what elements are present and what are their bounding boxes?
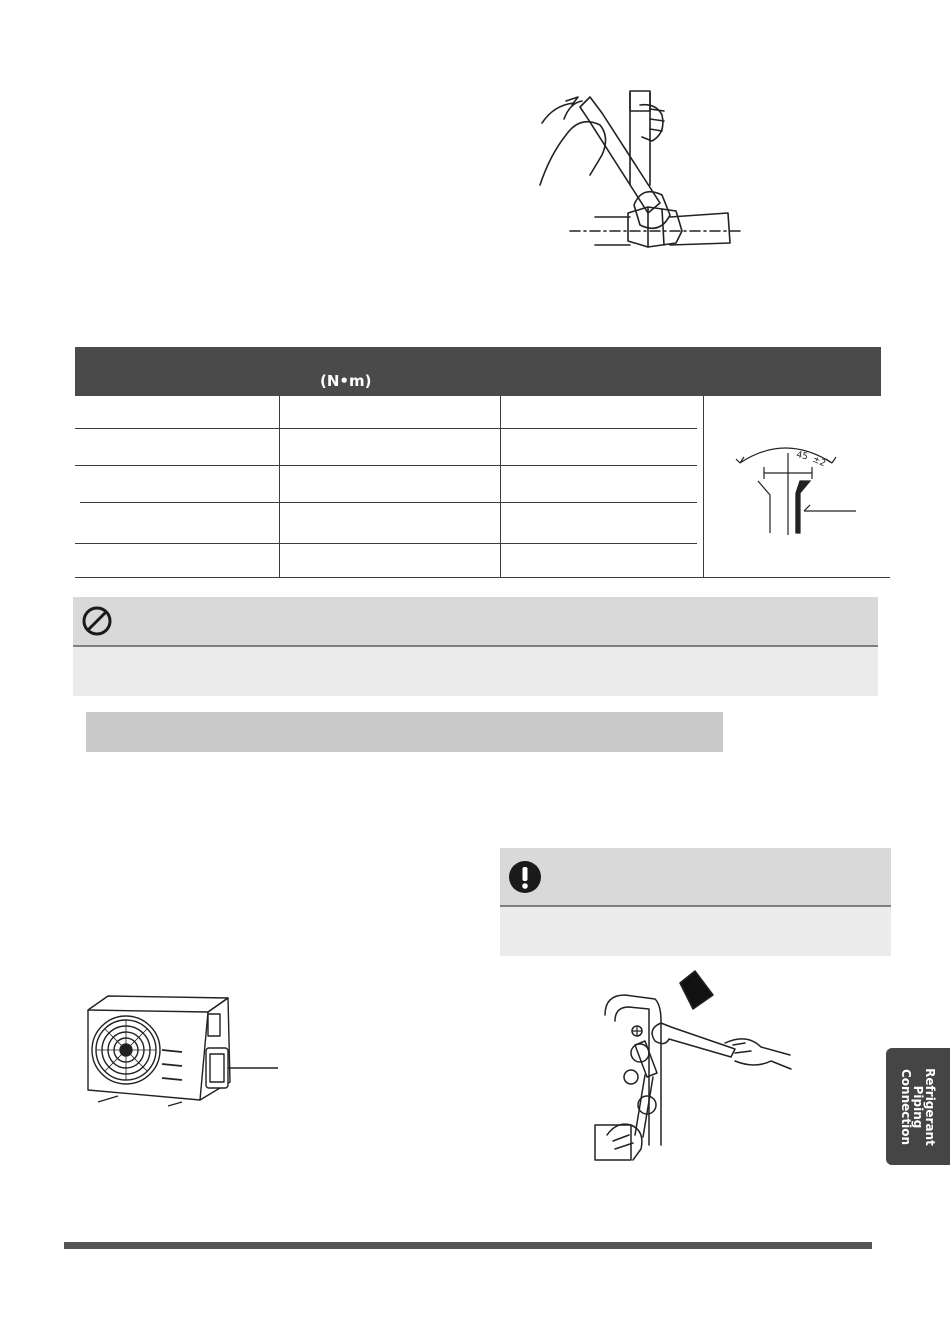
notice-header [500,848,891,907]
flare-angle-label: 45 [795,450,809,463]
valve-tightening-illustration [585,965,800,1160]
notice-body [500,907,891,956]
flare-angle-diagram [730,435,860,540]
table-bottom-border [75,577,890,578]
table-row-divider [75,428,697,429]
section-heading-bar [86,712,723,752]
prohibition-icon [81,605,113,637]
footer-bar [64,1242,872,1249]
wrench-tightening-illustration [530,85,750,250]
table-column-divider [279,396,280,577]
outdoor-unit-illustration [78,990,288,1110]
table-column-divider [500,396,501,577]
caution-body [73,647,878,696]
table-row-divider [75,465,697,466]
torque-unit-label: (N•m) [320,372,372,390]
section-side-tab [886,1048,950,1165]
caution-header [73,597,878,647]
torque-table-header [75,347,881,396]
table-column-divider [703,396,704,577]
table-row-divider [80,502,697,503]
side-tab-label: Refrigerant Piping Connection [899,1067,937,1146]
table-row-divider [75,543,697,544]
exclamation-icon [508,860,542,894]
flare-tolerance-label: ±2 [810,454,827,470]
